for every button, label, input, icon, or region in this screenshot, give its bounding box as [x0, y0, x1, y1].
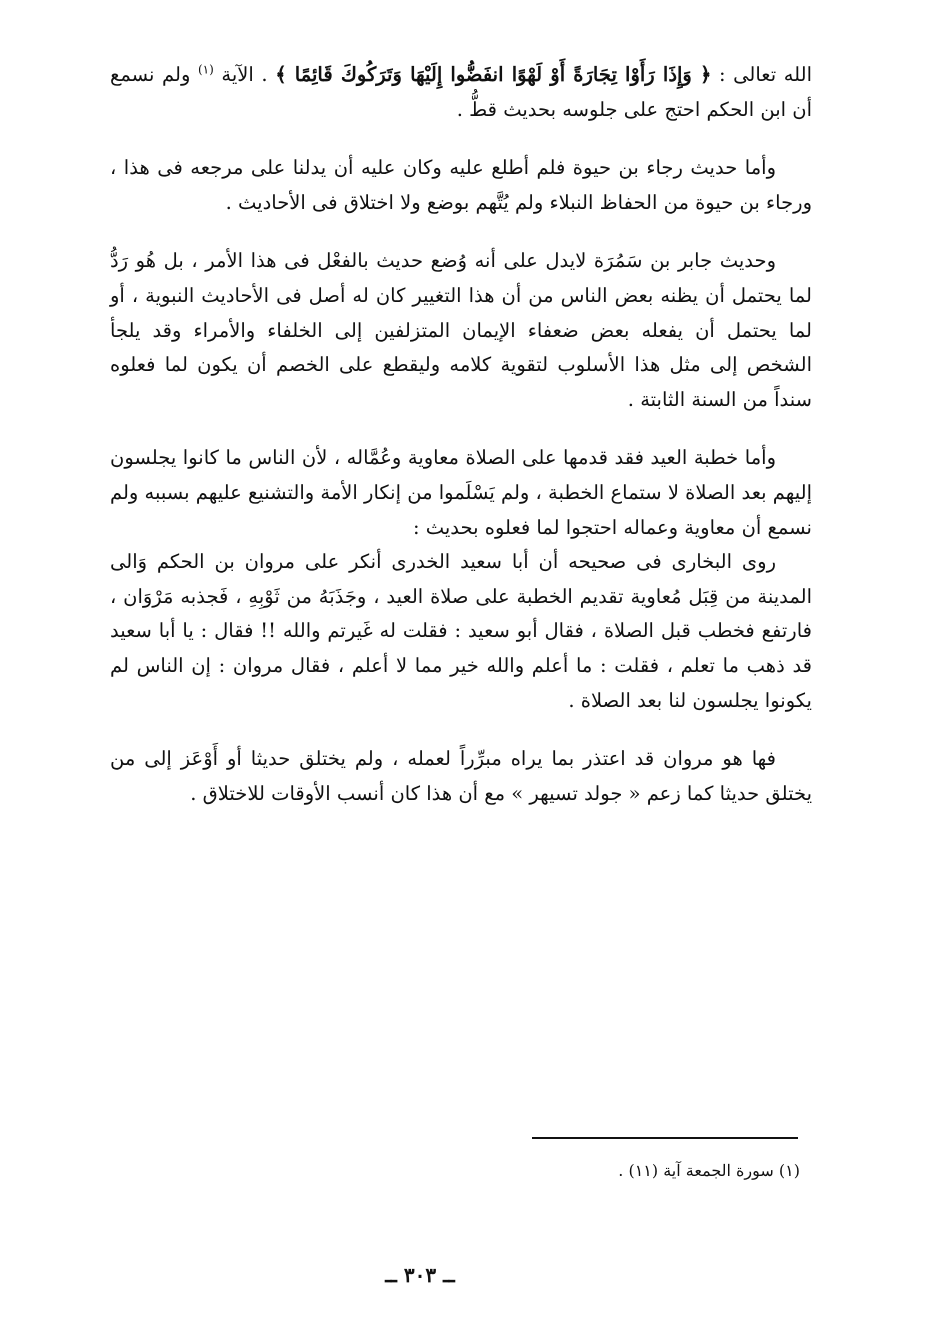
- footnote: (١) سورة الجمعة آية (١١) .: [618, 1161, 800, 1180]
- footnote-reference: (١): [197, 62, 214, 77]
- page-number: ــ ٣٠٣ ــ: [385, 1263, 455, 1287]
- paragraph-5: روى البخارى فى صحيحه أن أبا سعيد الخدرى أنكر على مروان بن الحكم وَالى المدينة من قِبَل مُعاوية تقديم الخطبة على صلاة العيد ، وجَذَبَهُ من ثَوْبِهِ ، فَجذبه مَرْوَان ، فارتفع فخطب قبل الصلاة ، فقال أبو سعيد : فقلت له غَيرتم والله !! فقال : يا أبا سعيد قد ذهب ما تعلم ، فقلت : ما أعلم والله خير مما لا أعلم ، فقال مروان : إن الناس لم يكونوا يجلسون لنا بعد الصلاة .: [110, 550, 812, 712]
- paragraph-1: [110, 58, 812, 127]
- paragraph-2: وأما حديث رجاء بن حيوة فلم أطلع عليه وكان عليه أن يدلنا على مرجعه فى هذا ، ورجاء بن حيوة من الحفاظ النبلاء ولم يُتَّهم بوضع ولا اختلاق فى الأحاديث .: [110, 156, 812, 214]
- paragraph-1-lead: الله تعالى :: [711, 63, 812, 86]
- paragraph-6: فها هو مروان قد اعتذر بما يراه مبرِّراً لعمله ، ولم يختلق حديثا أو أَوْعَز إلى من يختلق حديثا كما زعم « جولد تسيهر » مع أن هذا كان أنسب الأوقات للاختلاق .: [110, 747, 812, 805]
- paragraph-1-rest: ولم نسمع أن ابن الحكم احتج على جلوسه بحديث قطُّ .: [110, 63, 812, 121]
- footnote-divider: [532, 1137, 798, 1139]
- paragraph-1-ayah-word: . الآية: [213, 63, 276, 86]
- quran-verse: ﴿ وَإِذَا رَأَوْا تِجَارَةً أَوْ لَهْوًا انفَضُّوا إِلَيْهَا وَتَرَكُوكَ قَائِمًا ﴾: [275, 63, 712, 86]
- paragraph-3: وحديث جابر بن سَمُرَة لايدل على أنه وُضع حديث بالفعْل فى هذا الأمر ، بل هُو رَدُّ لما يحتمل أن يظنه بعض الناس من أن هذا التغيير كان له أصل فى الأحاديث النبوية ، أو لما يحتمل أن يفعله بعض ضعفاء الإيمان المتزلفين إلى الخلفاء والأمراء وقد يلجأ الشخص إلى مثل هذا الأسلوب لتقوية كلامه وليقطع على الخصم أن يكون لما فعلوه سنداً من السنة الثابتة .: [110, 249, 812, 411]
- paragraph-4: وأما خطبة العيد فقد قدمها على الصلاة معاوية وعُمَّاله ، لأن الناس ما كانوا يجلسون إليهم بعد الصلاة لا ستماع الخطبة ، ولم يَسْلَموا من إنكار الأمة والتشنيع عليهم بسببه ولم نسمع أن معاوية وعماله احتجوا لما فعلوه بحديث :: [110, 446, 812, 539]
- body-text: [110, 58, 812, 811]
